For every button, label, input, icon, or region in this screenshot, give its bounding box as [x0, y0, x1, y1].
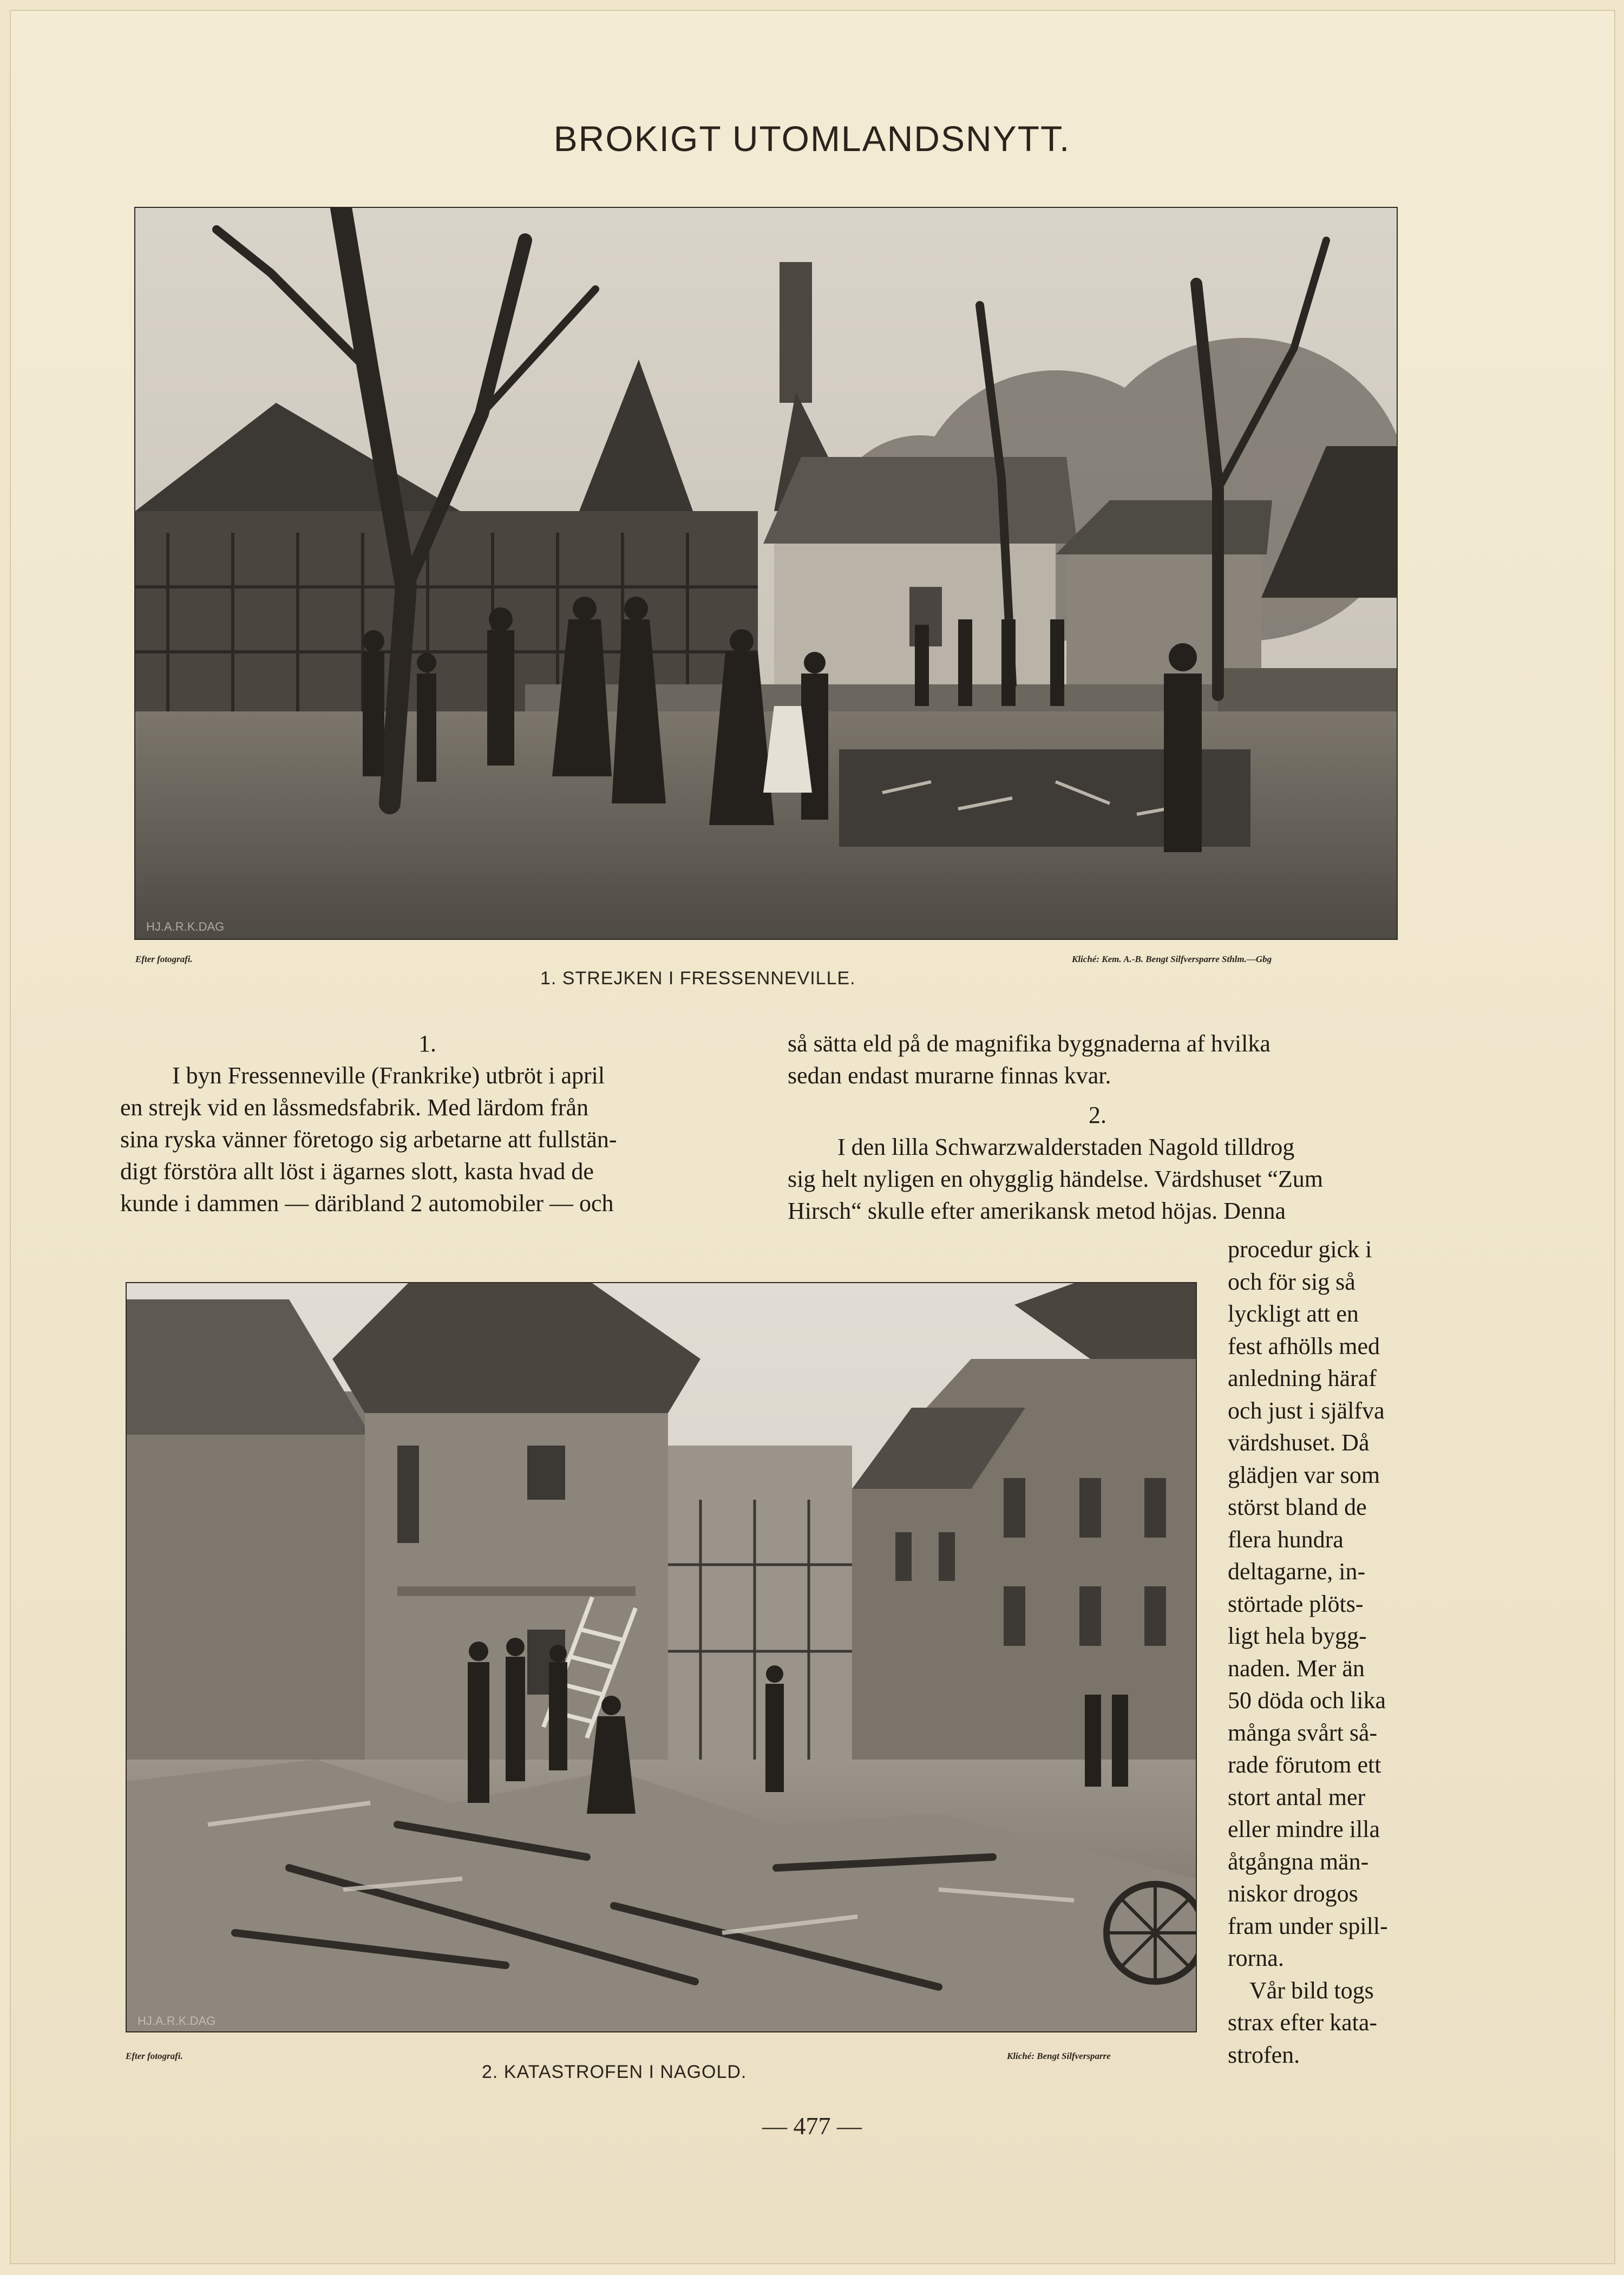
article-2-narrow-column	[1228, 1233, 1406, 2071]
narrow-line: värdshuset. Då	[1228, 1429, 1370, 1456]
narrow-line: 50 döda och lika	[1228, 1687, 1386, 1714]
figure1-credit-right: Kliché: Kem. A.-B. Bengt Silfversparre Sthlm.—Gbg	[1072, 954, 1272, 964]
narrow-line: niskor drogos	[1228, 1880, 1358, 1907]
narrow-line: anledning häraf	[1228, 1365, 1377, 1391]
photo-strike-illustration	[135, 208, 1397, 939]
narrow-line: Vår bild togs	[1249, 1977, 1374, 2004]
photo-nagold-illustration	[127, 1283, 1196, 2031]
figure1-caption: 1. STREJKEN I FRESSENNEVILLE.	[540, 968, 856, 989]
narrow-line: strax efter kata-	[1228, 2009, 1378, 2036]
figure2-caption: 2. KATASTROFEN I NAGOLD.	[482, 2062, 747, 2082]
narrow-line: naden. Mer än	[1228, 1655, 1365, 1682]
narrow-line: och just i själfva	[1228, 1397, 1385, 1424]
figure2-credit-right: Kliché: Bengt Silfversparre	[1007, 2051, 1111, 2061]
narrow-line: fram under spill-	[1228, 1912, 1388, 1939]
page-number: — 477 —	[762, 2112, 862, 2140]
narrow-line: lyckligt att en	[1228, 1300, 1359, 1327]
article-2-line-3: Hirsch“ skulle efter amerikansk metod höjas. Denna	[788, 1198, 1286, 1224]
narrow-line: glädjen var som	[1228, 1461, 1380, 1488]
article-1-continuation-2: sedan endast murarne finnas kvar.	[788, 1062, 1111, 1089]
article-right-column	[788, 1028, 1407, 1227]
photo-strike-fressenneville	[134, 207, 1398, 940]
narrow-line: och för sig så	[1228, 1268, 1355, 1295]
narrow-line: åtgångna män-	[1228, 1848, 1369, 1875]
article-1-number: 1.	[418, 1030, 436, 1057]
article-2-line-1: I den lilla Schwarzwalderstaden Nagold tilldrog	[837, 1134, 1295, 1160]
narrow-line: störtade plöts-	[1228, 1590, 1364, 1617]
narrow-line: många svårt så-	[1228, 1719, 1378, 1746]
article-1-line-2: en strejk vid en låssmedsfabrik. Med lärdom från	[120, 1094, 589, 1121]
article-1-line-1: I byn Fressenneville (Frankrike) utbröt i april	[172, 1062, 605, 1089]
narrow-line: stort antal mer	[1228, 1783, 1366, 1810]
article-2-number: 2.	[1089, 1102, 1106, 1128]
figure2-watermark: HJ.A.R.K.DAG	[137, 2014, 216, 2028]
article-1-line-4: digt förstöra allt löst i ägarnes slott, kasta hvad de	[120, 1158, 594, 1185]
figure1-credit-left: Efter fotografi.	[135, 954, 193, 964]
narrow-line: deltagarne, in-	[1228, 1558, 1366, 1585]
article-1-line-5: kunde i dammen — däribland 2 automobiler — och	[120, 1190, 614, 1217]
article-1-continuation-1: så sätta eld på de magnifika byggnaderna af hvilka	[788, 1030, 1271, 1057]
narrow-line: strofen.	[1228, 2041, 1300, 2068]
photo-catastrophe-nagold	[126, 1282, 1197, 2032]
figure2-credit-left: Efter fotografi.	[126, 2051, 183, 2061]
narrow-line: rade förutom ett	[1228, 1751, 1381, 1778]
article-2-line-2: sig helt nyligen en ohygglig händelse. Värdshuset “Zum	[788, 1166, 1324, 1192]
figure1-watermark: HJ.A.R.K.DAG	[146, 920, 225, 933]
narrow-line: eller mindre illa	[1228, 1816, 1380, 1842]
narrow-line: fest afhölls med	[1228, 1332, 1380, 1359]
narrow-line: rorna.	[1228, 1945, 1284, 1971]
article-1-left-column	[120, 1028, 735, 1219]
narrow-line: ligt hela bygg-	[1228, 1623, 1367, 1649]
page-title: BROKIGT UTOMLANDSNYTT.	[553, 119, 1071, 159]
narrow-line: flera hundra	[1228, 1526, 1344, 1553]
narrow-line: störst bland de	[1228, 1494, 1367, 1520]
article-1-line-3: sina ryska vänner företogo sig arbetarne att fullstän-	[120, 1126, 617, 1153]
narrow-line: procedur gick i	[1228, 1236, 1372, 1263]
